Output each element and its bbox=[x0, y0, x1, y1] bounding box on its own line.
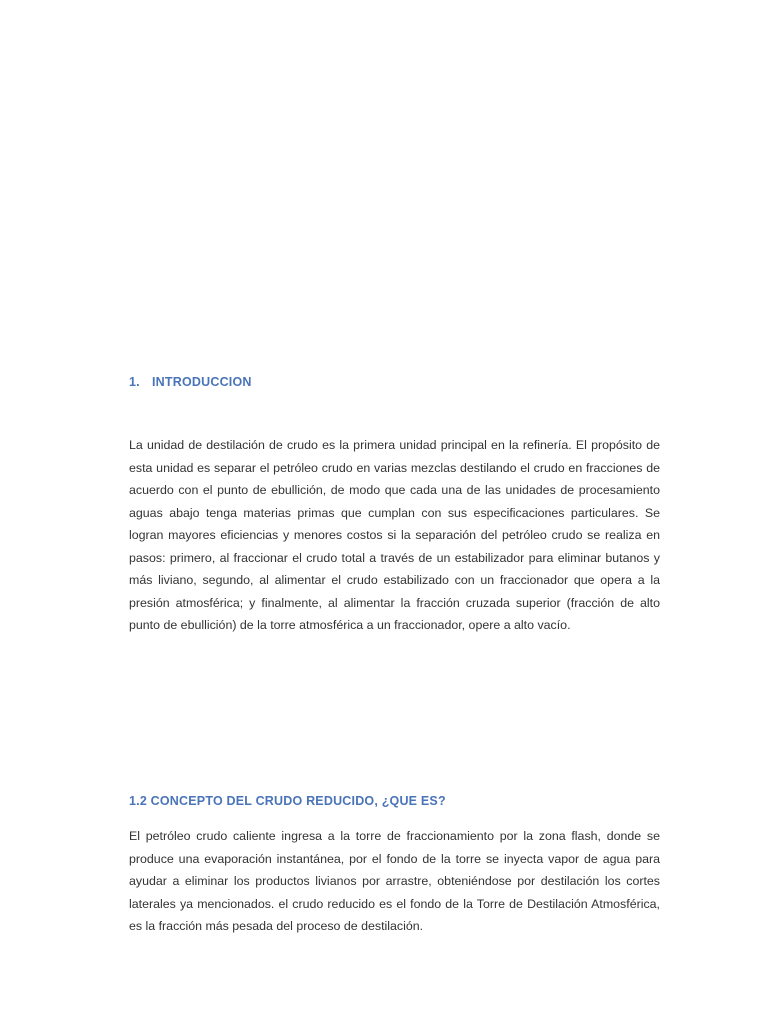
section-heading bbox=[129, 375, 660, 389]
body-paragraph: El petróleo crudo caliente ingresa a la torre de fraccionamiento por la zona flash, donde se produce una evaporación instantánea, por el fondo de la torre se inyecta vapor de agua para ayudar a eliminar los productos livianos por arrastre, obteniéndose por destilación los cortes laterales ya mencionados. el crudo reducido es el fondo de la Torre de Destilación Atmosférica, es la fracción más pesada del proceso de destilación. bbox=[129, 829, 660, 933]
section-heading: 1.2 CONCEPTO DEL CRUDO REDUCIDO, ¿QUE ES? bbox=[129, 794, 446, 808]
section-concepto-crudo-reducido bbox=[129, 794, 660, 938]
section-introduccion bbox=[129, 375, 660, 637]
body-paragraph: La unidad de destilación de crudo es la primera unidad principal en la refinería. El propósito de esta unidad es separar el petróleo crudo en varias mezclas destilando el crudo en fracciones de acuerdo con el punto de ebullición, de modo que cada una de las unidades de procesamiento aguas abajo tenga materias primas que cumplan con sus especificaciones particulares. Se logran mayores eficiencias y menores costos si la separación del petróleo crudo se realiza en pasos: primero, al fraccionar el crudo total a través de un estabilizador para eliminar butanos y más liviano, segundo, al alimentar el crudo estabilizado con un fraccionador que opera a la presión atmosférica; y finalmente, al alimentar la fracción cruzada superior (fracción de alto punto de ebullición) de la torre atmosférica a un fraccionador, opere a alto vacío. bbox=[129, 438, 660, 632]
section-number: 1. bbox=[129, 375, 140, 389]
section-title: INTRODUCCION bbox=[152, 375, 252, 389]
